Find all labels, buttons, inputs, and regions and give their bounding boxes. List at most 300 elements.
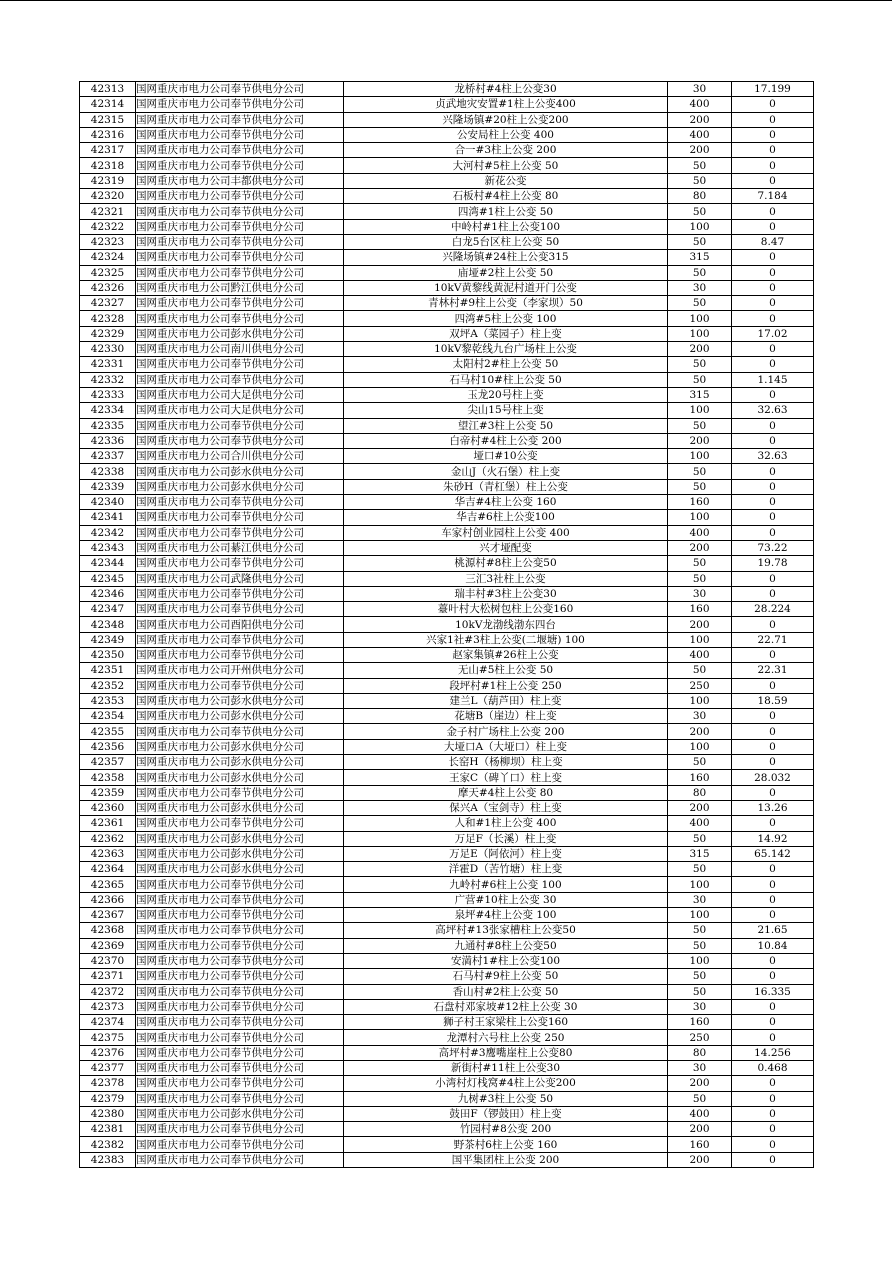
company-cell: 国网重庆市电力公司彭水供电分公司 <box>136 862 344 877</box>
company-cell: 国网重庆市电力公司奉节供电分公司 <box>136 1152 344 1167</box>
row-id-cell: 42369 <box>80 938 136 953</box>
value-cell: 14.256 <box>732 1045 814 1060</box>
table-row <box>80 1045 814 1060</box>
table-row <box>80 770 814 785</box>
transformer-name-cell: 桃源村#8柱上公变50 <box>344 556 668 571</box>
row-id-cell: 42346 <box>80 586 136 601</box>
transformer-name-cell: 玉龙20号柱上变 <box>344 387 668 402</box>
transformer-name-cell: 万足F（长溪）柱上变 <box>344 831 668 846</box>
company-cell: 国网重庆市电力公司奉节供电分公司 <box>136 999 344 1014</box>
transformer-name-cell: 瑞丰村#3柱上公变30 <box>344 586 668 601</box>
table-row <box>80 250 814 265</box>
row-id-cell: 42315 <box>80 112 136 127</box>
value-cell: 0 <box>732 908 814 923</box>
capacity-cell: 100 <box>668 953 732 968</box>
company-cell: 国网重庆市电力公司奉节供电分公司 <box>136 1076 344 1091</box>
capacity-cell: 160 <box>668 770 732 785</box>
capacity-cell: 50 <box>668 158 732 173</box>
company-cell: 国网重庆市电力公司奉节供电分公司 <box>136 1030 344 1045</box>
transformer-name-cell: 华吉#4柱上公变 160 <box>344 495 668 510</box>
row-id-cell: 42345 <box>80 571 136 586</box>
value-cell: 0 <box>732 433 814 448</box>
capacity-cell: 30 <box>668 892 732 907</box>
row-id-cell: 42334 <box>80 403 136 418</box>
table-row <box>80 1015 814 1030</box>
transformer-name-cell: 新街村#11柱上公变30 <box>344 1061 668 1076</box>
transformer-name-cell: 金子村广场柱上公变 200 <box>344 724 668 739</box>
value-cell: 0 <box>732 816 814 831</box>
value-cell: 0 <box>732 342 814 357</box>
row-id-cell: 42364 <box>80 862 136 877</box>
value-cell: 0.468 <box>732 1061 814 1076</box>
value-cell: 0 <box>732 479 814 494</box>
transformer-name-cell: 野茶村6柱上公变 160 <box>344 1137 668 1152</box>
row-id-cell: 42313 <box>80 82 136 97</box>
capacity-cell: 100 <box>668 739 732 754</box>
table-row <box>80 693 814 708</box>
transformer-name-cell: 薹叶村大松树包柱上公变160 <box>344 602 668 617</box>
table-row <box>80 326 814 341</box>
value-cell: 0 <box>732 647 814 662</box>
transformer-name-cell: 石马村#9柱上公变 50 <box>344 969 668 984</box>
table-row <box>80 1061 814 1076</box>
table-row <box>80 908 814 923</box>
table-row <box>80 953 814 968</box>
transformer-name-cell: 安満村1#柱上公变100 <box>344 953 668 968</box>
table-row <box>80 127 814 142</box>
capacity-cell: 50 <box>668 464 732 479</box>
company-cell: 国网重庆市电力公司奉节供电分公司 <box>136 433 344 448</box>
row-id-cell: 42318 <box>80 158 136 173</box>
table-row <box>80 632 814 647</box>
company-cell: 国网重庆市电力公司奉节供电分公司 <box>136 357 344 372</box>
value-cell: 0 <box>732 1015 814 1030</box>
value-cell: 0 <box>732 877 814 892</box>
value-cell: 0 <box>732 280 814 295</box>
table-row <box>80 785 814 800</box>
capacity-cell: 50 <box>668 418 732 433</box>
table-row <box>80 724 814 739</box>
row-id-cell: 42376 <box>80 1045 136 1060</box>
company-cell: 国网重庆市电力公司奉节供电分公司 <box>136 112 344 127</box>
company-cell: 国网重庆市电力公司奉节供电分公司 <box>136 189 344 204</box>
table-row <box>80 800 814 815</box>
transformer-name-cell: 香山村#2柱上公变 50 <box>344 984 668 999</box>
value-cell: 0 <box>732 571 814 586</box>
transformer-name-cell: 四湾#1柱上公变 50 <box>344 204 668 219</box>
row-id-cell: 42329 <box>80 326 136 341</box>
company-cell: 国网重庆市电力公司彭水供电分公司 <box>136 755 344 770</box>
transformer-name-cell: 贞武地灾安置#1柱上公变400 <box>344 97 668 112</box>
table-row <box>80 831 814 846</box>
company-cell: 国网重庆市电力公司彭水供电分公司 <box>136 1106 344 1121</box>
row-id-cell: 42363 <box>80 846 136 861</box>
value-cell: 0 <box>732 158 814 173</box>
capacity-cell: 200 <box>668 342 732 357</box>
row-id-cell: 42340 <box>80 495 136 510</box>
value-cell: 0 <box>732 1137 814 1152</box>
row-id-cell: 42335 <box>80 418 136 433</box>
capacity-cell: 50 <box>668 1091 732 1106</box>
company-cell: 国网重庆市电力公司奉节供电分公司 <box>136 204 344 219</box>
row-id-cell: 42361 <box>80 816 136 831</box>
company-cell: 国网重庆市电力公司奉节供电分公司 <box>136 556 344 571</box>
company-cell: 国网重庆市电力公司奉节供电分公司 <box>136 1137 344 1152</box>
company-cell: 国网重庆市电力公司奉节供电分公司 <box>136 969 344 984</box>
table-row <box>80 999 814 1014</box>
transformer-name-cell: 狮子村王家梁柱上公变160 <box>344 1015 668 1030</box>
table-body <box>80 82 814 1168</box>
capacity-cell: 30 <box>668 999 732 1014</box>
table-row <box>80 984 814 999</box>
capacity-cell: 30 <box>668 1061 732 1076</box>
value-cell: 16.335 <box>732 984 814 999</box>
company-cell: 国网重庆市电力公司奉节供电分公司 <box>136 892 344 907</box>
company-cell: 国网重庆市电力公司彭水供电分公司 <box>136 831 344 846</box>
value-cell: 0 <box>732 173 814 188</box>
company-cell: 国网重庆市电力公司奉节供电分公司 <box>136 923 344 938</box>
value-cell: 0 <box>732 357 814 372</box>
company-cell: 国网重庆市电力公司奉节供电分公司 <box>136 143 344 158</box>
capacity-cell: 50 <box>668 173 732 188</box>
value-cell: 0 <box>732 495 814 510</box>
table-row <box>80 923 814 938</box>
table-row <box>80 357 814 372</box>
table-row <box>80 1152 814 1167</box>
capacity-cell: 100 <box>668 403 732 418</box>
value-cell: 0 <box>732 143 814 158</box>
capacity-cell: 200 <box>668 1076 732 1091</box>
company-cell: 国网重庆市电力公司奉节供电分公司 <box>136 785 344 800</box>
value-cell: 14.92 <box>732 831 814 846</box>
table-row <box>80 663 814 678</box>
value-cell: 22.71 <box>732 632 814 647</box>
transformer-data-table <box>79 81 814 1168</box>
capacity-cell: 50 <box>668 372 732 387</box>
company-cell: 国网重庆市电力公司奉节供电分公司 <box>136 97 344 112</box>
transformer-name-cell: 青林村#9柱上公变（李家坝）50 <box>344 296 668 311</box>
row-id-cell: 42359 <box>80 785 136 800</box>
transformer-name-cell: 10kV龙渤线渤东四台 <box>344 617 668 632</box>
capacity-cell: 50 <box>668 479 732 494</box>
company-cell: 国网重庆市电力公司奉节供电分公司 <box>136 372 344 387</box>
company-cell: 国网重庆市电力公司奉节供电分公司 <box>136 724 344 739</box>
row-id-cell: 42379 <box>80 1091 136 1106</box>
transformer-name-cell: 白龙5台区柱上公变 50 <box>344 234 668 249</box>
company-cell: 国网重庆市电力公司奉节供电分公司 <box>136 1045 344 1060</box>
transformer-name-cell: 石马村10#柱上公变 50 <box>344 372 668 387</box>
transformer-name-cell: 小湾村灯栈窝#4柱上公变200 <box>344 1076 668 1091</box>
transformer-name-cell: 10kV黄黎线黄泥村道开门公变 <box>344 280 668 295</box>
table-row <box>80 816 814 831</box>
table-row <box>80 189 814 204</box>
company-cell: 国网重庆市电力公司奉节供电分公司 <box>136 127 344 142</box>
capacity-cell: 50 <box>668 234 732 249</box>
value-cell: 13.26 <box>732 800 814 815</box>
row-id-cell: 42348 <box>80 617 136 632</box>
value-cell: 0 <box>732 250 814 265</box>
transformer-name-cell: 广营#10柱上公变 30 <box>344 892 668 907</box>
capacity-cell: 100 <box>668 632 732 647</box>
table-row <box>80 617 814 632</box>
table-row <box>80 311 814 326</box>
row-id-cell: 42362 <box>80 831 136 846</box>
capacity-cell: 50 <box>668 357 732 372</box>
transformer-name-cell: 国平集团柱上公变 200 <box>344 1152 668 1167</box>
company-cell: 国网重庆市电力公司丰都供电分公司 <box>136 173 344 188</box>
row-id-cell: 42365 <box>80 877 136 892</box>
capacity-cell: 50 <box>668 265 732 280</box>
row-id-cell: 42331 <box>80 357 136 372</box>
table-row <box>80 1106 814 1121</box>
value-cell: 0 <box>732 1091 814 1106</box>
row-id-cell: 42366 <box>80 892 136 907</box>
company-cell: 国网重庆市电力公司奉节供电分公司 <box>136 510 344 525</box>
transformer-name-cell: 高坪村#13张家槽柱上公变50 <box>344 923 668 938</box>
value-cell: 0 <box>732 724 814 739</box>
table-row <box>80 1030 814 1045</box>
company-cell: 国网重庆市电力公司彭水供电分公司 <box>136 326 344 341</box>
value-cell: 0 <box>732 311 814 326</box>
company-cell: 国网重庆市电力公司奉节供电分公司 <box>136 250 344 265</box>
value-cell: 0 <box>732 1030 814 1045</box>
transformer-name-cell: 段坪村#1柱上公变 250 <box>344 678 668 693</box>
transformer-name-cell: 高坪村#3鹰嘴崖柱上公变80 <box>344 1045 668 1060</box>
transformer-name-cell: 兴隆场镇#20柱上公变200 <box>344 112 668 127</box>
transformer-name-cell: 保兴A（宝剑寺）柱上变 <box>344 800 668 815</box>
transformer-name-cell: 尖山15号柱上变 <box>344 403 668 418</box>
row-id-cell: 42323 <box>80 234 136 249</box>
row-id-cell: 42325 <box>80 265 136 280</box>
company-cell: 国网重庆市电力公司奉节供电分公司 <box>136 877 344 892</box>
value-cell: 0 <box>732 418 814 433</box>
company-cell: 国网重庆市电力公司奉节供电分公司 <box>136 158 344 173</box>
value-cell: 0 <box>732 1076 814 1091</box>
company-cell: 国网重庆市电力公司奉节供电分公司 <box>136 647 344 662</box>
transformer-name-cell: 望江#3柱上公变 50 <box>344 418 668 433</box>
table-row <box>80 204 814 219</box>
company-cell: 国网重庆市电力公司奉节供电分公司 <box>136 678 344 693</box>
company-cell: 国网重庆市电力公司大足供电分公司 <box>136 387 344 402</box>
table-row <box>80 709 814 724</box>
row-id-cell: 42351 <box>80 663 136 678</box>
row-id-cell: 42338 <box>80 464 136 479</box>
capacity-cell: 100 <box>668 877 732 892</box>
transformer-name-cell: 龙潭村六号柱上公变 250 <box>344 1030 668 1045</box>
company-cell: 国网重庆市电力公司奉节供电分公司 <box>136 1015 344 1030</box>
capacity-cell: 160 <box>668 495 732 510</box>
value-cell: 0 <box>732 296 814 311</box>
row-id-cell: 42344 <box>80 556 136 571</box>
transformer-name-cell: 合一#3柱上公变 200 <box>344 143 668 158</box>
transformer-name-cell: 三汇3社柱上公变 <box>344 571 668 586</box>
transformer-name-cell: 兴隆场镇#24柱上公变315 <box>344 250 668 265</box>
table-row <box>80 495 814 510</box>
company-cell: 国网重庆市电力公司彭水供电分公司 <box>136 770 344 785</box>
transformer-name-cell: 大垭口A（大垭口）柱上变 <box>344 739 668 754</box>
row-id-cell: 42368 <box>80 923 136 938</box>
row-id-cell: 42314 <box>80 97 136 112</box>
company-cell: 国网重庆市电力公司奉节供电分公司 <box>136 311 344 326</box>
table-row <box>80 1076 814 1091</box>
table-row <box>80 158 814 173</box>
capacity-cell: 400 <box>668 127 732 142</box>
transformer-name-cell: 双坪A（菜园子）柱上变 <box>344 326 668 341</box>
value-cell: 0 <box>732 464 814 479</box>
row-id-cell: 42381 <box>80 1122 136 1137</box>
transformer-name-cell: 王家C（碑丫口）柱上变 <box>344 770 668 785</box>
value-cell: 17.199 <box>732 82 814 97</box>
table-row <box>80 280 814 295</box>
table-row <box>80 556 814 571</box>
table-row <box>80 678 814 693</box>
value-cell: 65.142 <box>732 846 814 861</box>
transformer-name-cell: 赵家集镇#26柱上公变 <box>344 647 668 662</box>
table-row <box>80 97 814 112</box>
transformer-name-cell: 兴家1社#3柱上公变(二堰塘) 100 <box>344 632 668 647</box>
value-cell: 32.63 <box>732 449 814 464</box>
value-cell: 73.22 <box>732 540 814 555</box>
table-row <box>80 755 814 770</box>
table-row <box>80 173 814 188</box>
company-cell: 国网重庆市电力公司奉节供电分公司 <box>136 632 344 647</box>
row-id-cell: 42330 <box>80 342 136 357</box>
capacity-cell: 200 <box>668 540 732 555</box>
table-row <box>80 372 814 387</box>
value-cell: 0 <box>732 1152 814 1167</box>
value-cell: 0 <box>732 969 814 984</box>
transformer-name-cell: 万足E（阿依河）柱上变 <box>344 846 668 861</box>
row-id-cell: 42374 <box>80 1015 136 1030</box>
row-id-cell: 42347 <box>80 602 136 617</box>
capacity-cell: 30 <box>668 709 732 724</box>
value-cell: 0 <box>732 999 814 1014</box>
transformer-name-cell: 鼓田F（锣鼓田）柱上变 <box>344 1106 668 1121</box>
transformer-name-cell: 太阳村2#柱上公变 50 <box>344 357 668 372</box>
row-id-cell: 42343 <box>80 540 136 555</box>
row-id-cell: 42355 <box>80 724 136 739</box>
capacity-cell: 100 <box>668 510 732 525</box>
value-cell: 0 <box>732 709 814 724</box>
table-row <box>80 540 814 555</box>
company-cell: 国网重庆市电力公司奉节供电分公司 <box>136 938 344 953</box>
transformer-name-cell: 垭口#10公变 <box>344 449 668 464</box>
capacity-cell: 50 <box>668 755 732 770</box>
table-row <box>80 464 814 479</box>
company-cell: 国网重庆市电力公司开州供电分公司 <box>136 663 344 678</box>
row-id-cell: 42354 <box>80 709 136 724</box>
transformer-name-cell: 长窑H（杨柳坝）柱上变 <box>344 755 668 770</box>
capacity-cell: 200 <box>668 1152 732 1167</box>
value-cell: 0 <box>732 1122 814 1137</box>
company-cell: 国网重庆市电力公司奉节供电分公司 <box>136 495 344 510</box>
transformer-name-cell: 四湾#5柱上公变 100 <box>344 311 668 326</box>
table-row <box>80 510 814 525</box>
capacity-cell: 50 <box>668 923 732 938</box>
capacity-cell: 400 <box>668 97 732 112</box>
company-cell: 国网重庆市电力公司彭水供电分公司 <box>136 739 344 754</box>
value-cell: 1.145 <box>732 372 814 387</box>
company-cell: 国网重庆市电力公司奉节供电分公司 <box>136 525 344 540</box>
table-row <box>80 387 814 402</box>
transformer-name-cell: 人和#1柱上公变 400 <box>344 816 668 831</box>
table-row <box>80 892 814 907</box>
transformer-name-cell: 10kV黎乾线九台广场柱上公变 <box>344 342 668 357</box>
row-id-cell: 42378 <box>80 1076 136 1091</box>
row-id-cell: 42352 <box>80 678 136 693</box>
company-cell: 国网重庆市电力公司彭水供电分公司 <box>136 479 344 494</box>
capacity-cell: 400 <box>668 1106 732 1121</box>
table-row <box>80 647 814 662</box>
capacity-cell: 200 <box>668 143 732 158</box>
company-cell: 国网重庆市电力公司奉节供电分公司 <box>136 602 344 617</box>
value-cell: 0 <box>732 586 814 601</box>
company-cell: 国网重庆市电力公司奉节供电分公司 <box>136 586 344 601</box>
row-id-cell: 42319 <box>80 173 136 188</box>
transformer-name-cell: 新花公变 <box>344 173 668 188</box>
transformer-name-cell: 华吉#6柱上公变100 <box>344 510 668 525</box>
value-cell: 7.184 <box>732 189 814 204</box>
row-id-cell: 42357 <box>80 755 136 770</box>
value-cell: 0 <box>732 219 814 234</box>
table-row <box>80 143 814 158</box>
row-id-cell: 42349 <box>80 632 136 647</box>
row-id-cell: 42316 <box>80 127 136 142</box>
capacity-cell: 315 <box>668 250 732 265</box>
company-cell: 国网重庆市电力公司奉节供电分公司 <box>136 984 344 999</box>
transformer-name-cell: 花塘B（崖边）柱上变 <box>344 709 668 724</box>
capacity-cell: 250 <box>668 1030 732 1045</box>
row-id-cell: 42383 <box>80 1152 136 1167</box>
row-id-cell: 42324 <box>80 250 136 265</box>
value-cell: 28.224 <box>732 602 814 617</box>
capacity-cell: 200 <box>668 724 732 739</box>
capacity-cell: 50 <box>668 938 732 953</box>
value-cell: 0 <box>732 617 814 632</box>
company-cell: 国网重庆市电力公司彭水供电分公司 <box>136 846 344 861</box>
table-row <box>80 602 814 617</box>
table-row <box>80 1122 814 1137</box>
transformer-name-cell: 中岭村#1柱上公变100 <box>344 219 668 234</box>
row-id-cell: 42380 <box>80 1106 136 1121</box>
table-row <box>80 862 814 877</box>
table-row <box>80 342 814 357</box>
capacity-cell: 80 <box>668 1045 732 1060</box>
table-row <box>80 296 814 311</box>
capacity-cell: 80 <box>668 785 732 800</box>
row-id-cell: 42326 <box>80 280 136 295</box>
capacity-cell: 50 <box>668 571 732 586</box>
row-id-cell: 42350 <box>80 647 136 662</box>
company-cell: 国网重庆市电力公司酉阳供电分公司 <box>136 617 344 632</box>
capacity-cell: 200 <box>668 433 732 448</box>
company-cell: 国网重庆市电力公司奉节供电分公司 <box>136 418 344 433</box>
capacity-cell: 50 <box>668 831 732 846</box>
company-cell: 国网重庆市电力公司武隆供电分公司 <box>136 571 344 586</box>
value-cell: 0 <box>732 678 814 693</box>
row-id-cell: 42382 <box>80 1137 136 1152</box>
row-id-cell: 42322 <box>80 219 136 234</box>
company-cell: 国网重庆市电力公司奉节供电分公司 <box>136 953 344 968</box>
row-id-cell: 42341 <box>80 510 136 525</box>
table-row <box>80 739 814 754</box>
table-row <box>80 449 814 464</box>
row-id-cell: 42339 <box>80 479 136 494</box>
capacity-cell: 160 <box>668 1137 732 1152</box>
company-cell: 国网重庆市电力公司彭水供电分公司 <box>136 464 344 479</box>
capacity-cell: 160 <box>668 602 732 617</box>
transformer-name-cell: 大河村#5柱上公变 50 <box>344 158 668 173</box>
